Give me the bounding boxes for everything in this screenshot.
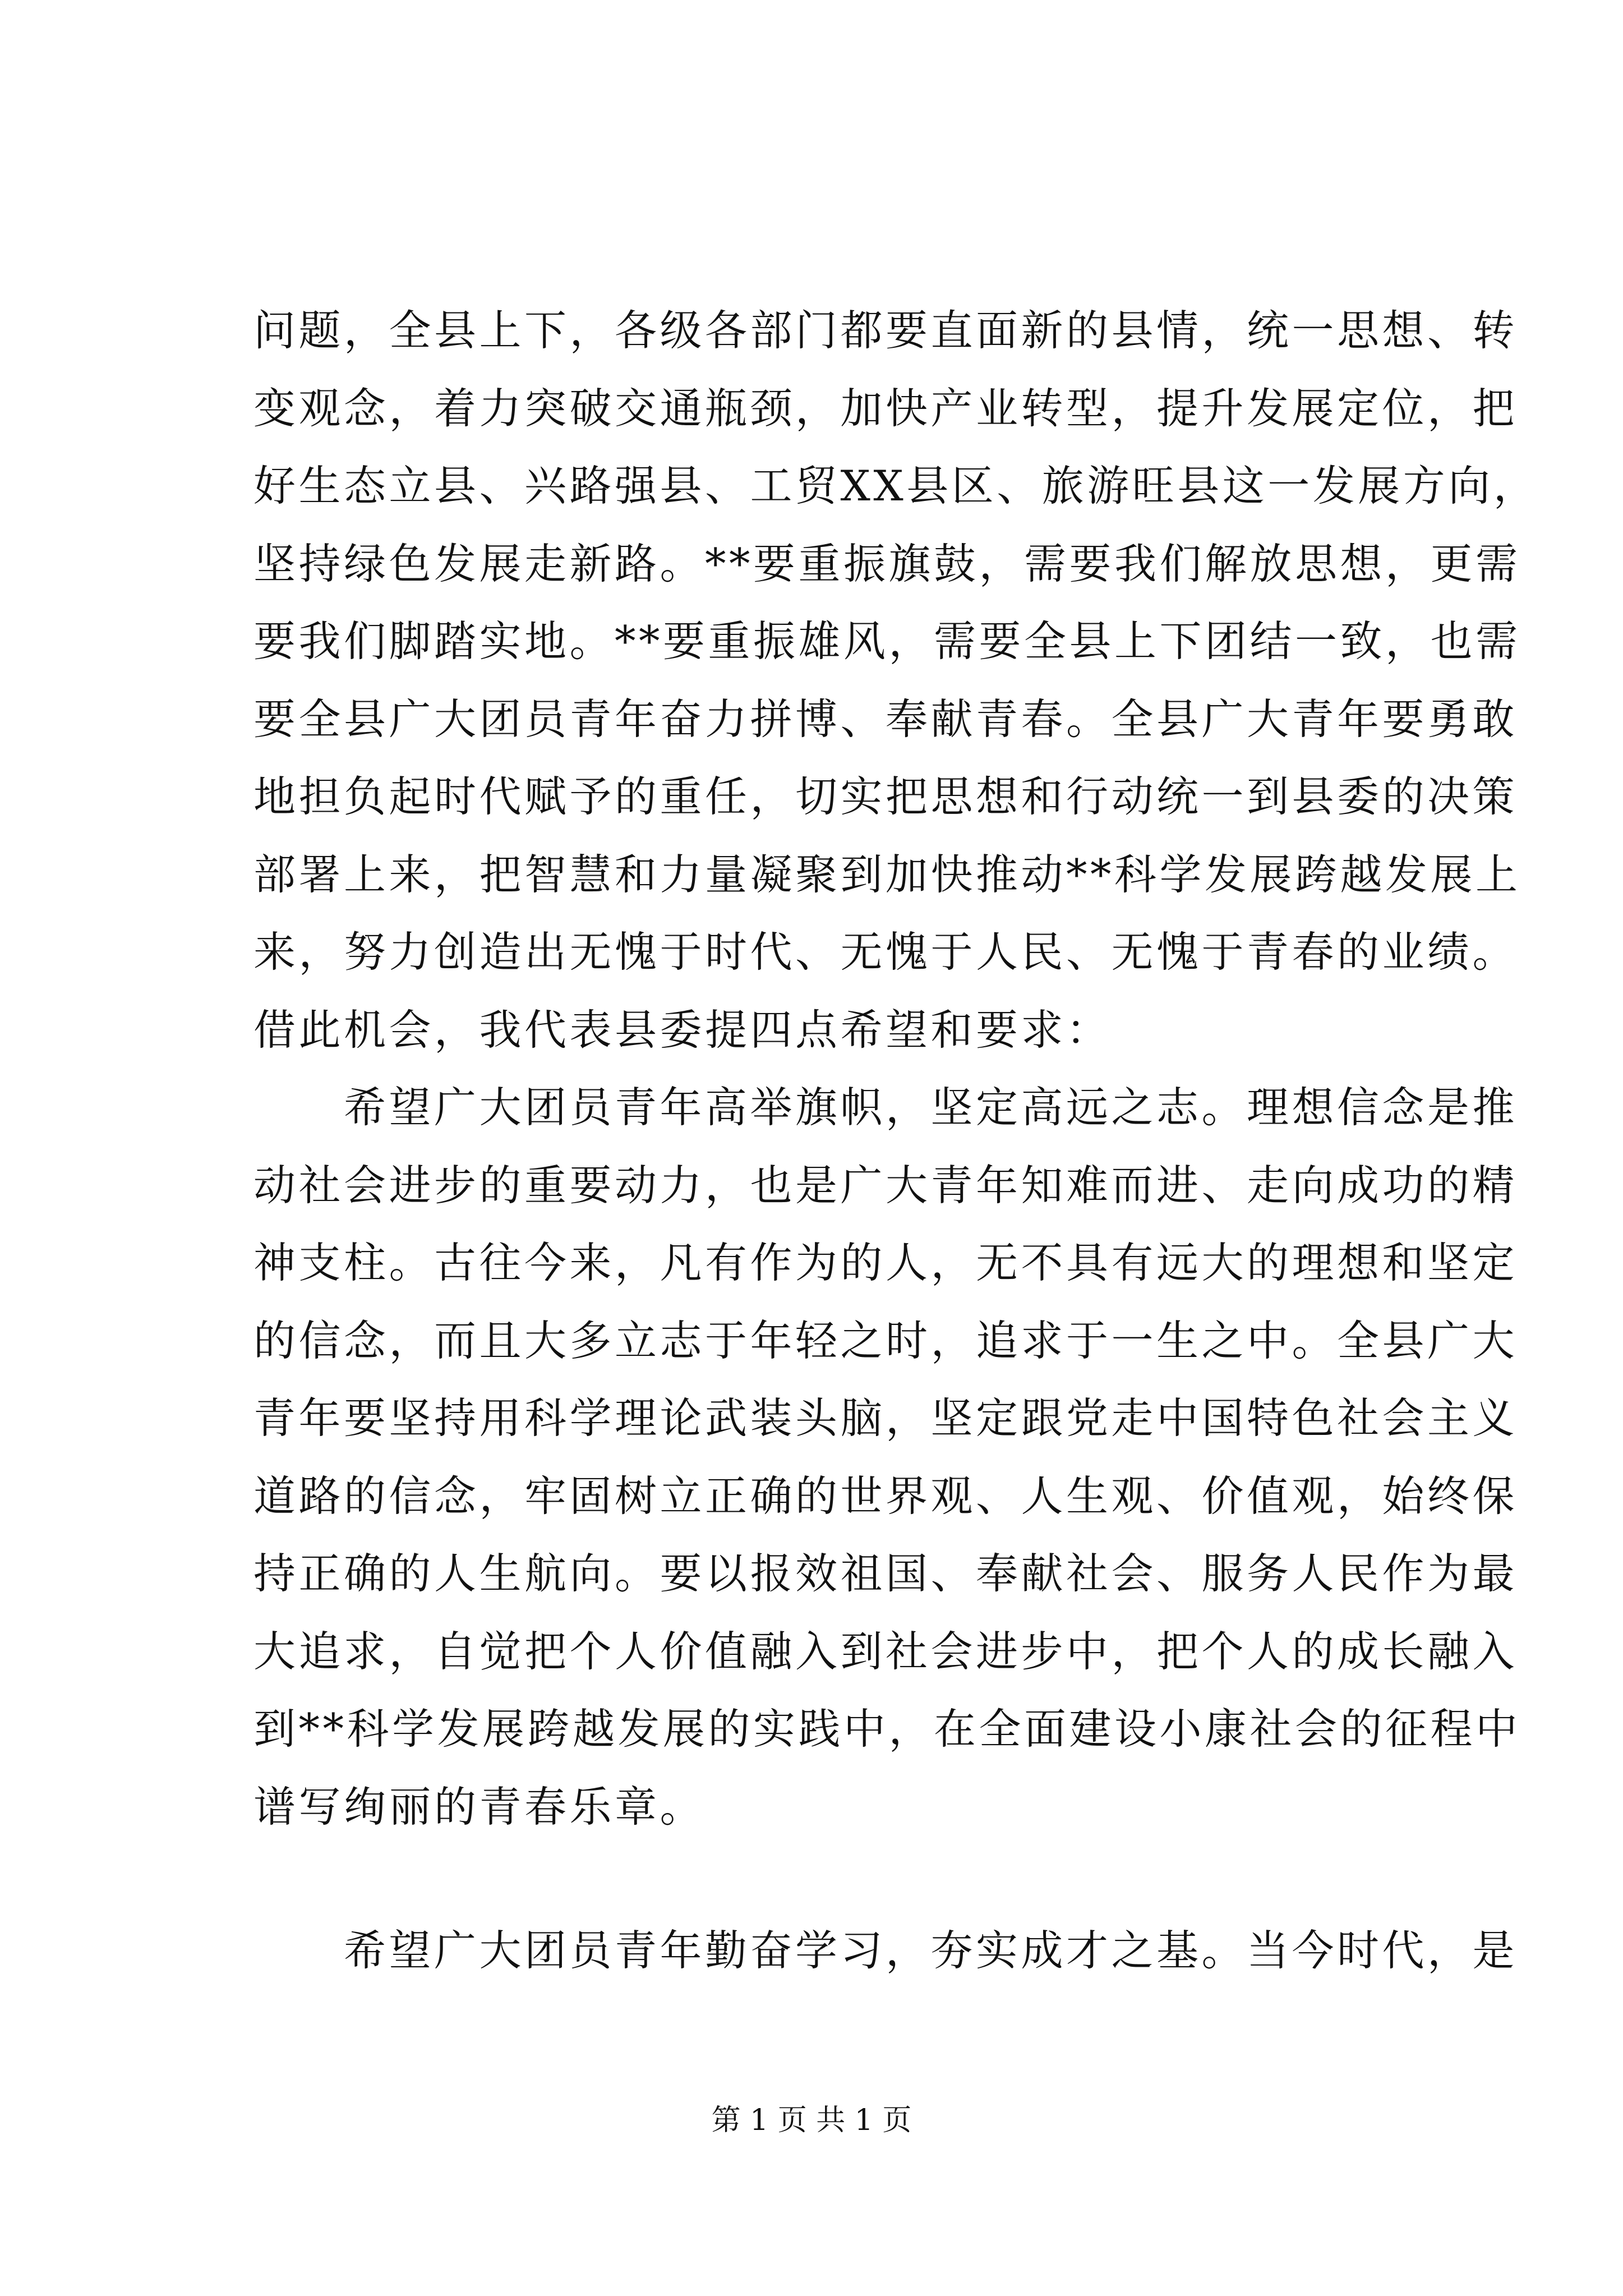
text-line: 地担负起时代赋予的重任，切实把思想和行动统一到县委的决策 <box>253 772 1518 821</box>
text-line: 大追求，自觉把个人价值融入到社会进步中，把个人的成长融入 <box>253 1626 1518 1676</box>
text-line: 坚持绿色发展走新路。**要重振旗鼓，需要我们解放思想，更需 <box>253 539 1521 588</box>
text-line: 好生态立县、兴路强县、工贸XX县区、旅游旺县这一发展方向， <box>253 461 1539 510</box>
paragraph-gap <box>253 1846 1409 1912</box>
text-line: 问题，全县上下，各级各部门都要直面新的县情，统一思想、转 <box>253 306 1518 355</box>
text-line: 来，努力创造出无愧于时代、无愧于人民、无愧于青春的业绩。 <box>253 927 1518 977</box>
text-line: 借此机会，我代表县委提四点希望和要求： <box>253 1005 1112 1055</box>
document-body <box>253 292 1539 1990</box>
text-line: 到**科学发展跨越发展的实践中，在全面建设小康社会的征程中 <box>253 1704 1521 1754</box>
text-line: 的信念，而且大多立志于年轻之时，追求于一生之中。全县广大 <box>253 1315 1518 1365</box>
page-footer: 第 1 页 共 1 页 <box>711 2104 912 2137</box>
text-line: 变观念，着力突破交通瓶颈，加快产业转型，提升发展定位，把 <box>253 383 1518 433</box>
text-line: 道路的信念，牢固树立正确的世界观、人生观、价值观，始终保 <box>253 1471 1518 1521</box>
text-line: 希望广大团员青年高举旗帜，坚定高远之志。理想信念是推 <box>253 1083 1518 1132</box>
text-line: 要我们脚踏实地。**要重振雄风，需要全县上下团结一致，也需 <box>253 616 1521 666</box>
text-line: 部署上来，把智慧和力量凝聚到加快推动**科学发展跨越发展上 <box>253 849 1521 899</box>
text-line: 神支柱。古往今来，凡有作为的人，无不具有远大的理想和坚定 <box>253 1238 1518 1287</box>
text-line: 动社会进步的重要动力，也是广大青年知难而进、走向成功的精 <box>253 1160 1518 1210</box>
text-line: 要全县广大团员青年奋力拼博、奉献青春。全县广大青年要勇敢 <box>253 694 1518 744</box>
text-line: 持正确的人生航向。要以报效祖国、奉献社会、服务人民作为最 <box>253 1549 1518 1598</box>
text-line: 希望广大团员青年勤奋学习，夯实成才之基。当今时代，是 <box>253 1926 1518 1975</box>
text-line: 青年要坚持用科学理论武装头脑，坚定跟党走中国特色社会主义 <box>253 1393 1518 1443</box>
text-line: 谱写绚丽的青春乐章。 <box>253 1782 706 1832</box>
